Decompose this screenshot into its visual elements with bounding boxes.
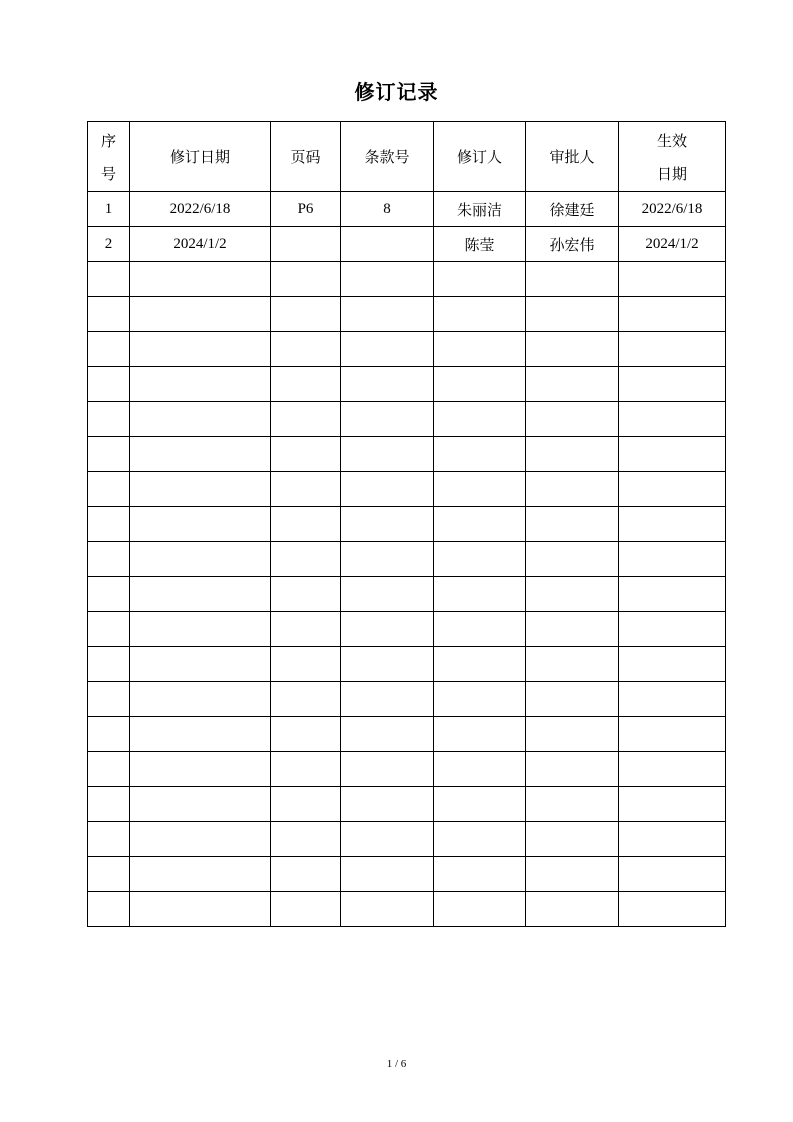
cell-page-no — [271, 472, 341, 507]
cell-effective-date — [619, 367, 726, 402]
cell-clause-no — [341, 647, 434, 682]
cell-clause-no — [341, 472, 434, 507]
cell-approver — [526, 647, 619, 682]
cell-effective-date — [619, 542, 726, 577]
cell-effective-date — [619, 682, 726, 717]
table-row-empty — [88, 577, 726, 612]
cell-revision-date — [130, 542, 271, 577]
cell-effective-date — [619, 402, 726, 437]
cell-clause-no — [341, 682, 434, 717]
cell-seq — [88, 507, 130, 542]
cell-revision-date — [130, 787, 271, 822]
table-row-empty — [88, 857, 726, 892]
cell-page-no — [271, 857, 341, 892]
cell-seq — [88, 822, 130, 857]
table-row-empty — [88, 262, 726, 297]
cell-revision-date: 2024/1/2 — [130, 227, 271, 262]
cell-page-no — [271, 717, 341, 752]
cell-revision-date — [130, 577, 271, 612]
table-row-empty — [88, 612, 726, 647]
cell-clause-no — [341, 402, 434, 437]
header-row — [88, 122, 726, 192]
cell-approver — [526, 822, 619, 857]
cell-effective-date — [619, 857, 726, 892]
cell-seq — [88, 262, 130, 297]
cell-reviser — [434, 542, 526, 577]
cell-approver — [526, 857, 619, 892]
cell-approver — [526, 542, 619, 577]
cell-revision-date — [130, 332, 271, 367]
cell-page-no — [271, 332, 341, 367]
cell-approver — [526, 752, 619, 787]
cell-effective-date — [619, 752, 726, 787]
cell-clause-no — [341, 367, 434, 402]
cell-revision-date — [130, 682, 271, 717]
cell-reviser — [434, 262, 526, 297]
cell-revision-date — [130, 507, 271, 542]
cell-clause-no — [341, 262, 434, 297]
cell-revision-date: 2022/6/18 — [130, 192, 271, 227]
cell-seq — [88, 752, 130, 787]
header-revision-date: 修订日期 — [130, 122, 271, 192]
cell-page-no — [271, 612, 341, 647]
cell-clause-no — [341, 577, 434, 612]
cell-reviser — [434, 857, 526, 892]
cell-revision-date — [130, 647, 271, 682]
cell-reviser: 陈莹 — [434, 227, 526, 262]
header-reviser: 修订人 — [434, 122, 526, 192]
cell-clause-no — [341, 612, 434, 647]
cell-reviser — [434, 332, 526, 367]
cell-reviser — [434, 472, 526, 507]
table-row — [88, 227, 726, 262]
table-row-empty — [88, 542, 726, 577]
cell-reviser — [434, 647, 526, 682]
cell-clause-no — [341, 542, 434, 577]
table-row-empty — [88, 507, 726, 542]
table-row — [88, 192, 726, 227]
revision-record-table — [87, 121, 726, 927]
cell-effective-date — [619, 262, 726, 297]
cell-page-no — [271, 822, 341, 857]
cell-page-no — [271, 577, 341, 612]
cell-effective-date — [619, 717, 726, 752]
cell-revision-date — [130, 402, 271, 437]
cell-effective-date — [619, 507, 726, 542]
cell-revision-date — [130, 717, 271, 752]
table-row-empty — [88, 472, 726, 507]
cell-page-no: P6 — [271, 192, 341, 227]
cell-reviser — [434, 297, 526, 332]
cell-seq — [88, 542, 130, 577]
table-row-empty — [88, 437, 726, 472]
cell-effective-date — [619, 297, 726, 332]
cell-approver: 孙宏伟 — [526, 227, 619, 262]
header-effective-date — [619, 122, 726, 192]
cell-approver — [526, 367, 619, 402]
cell-approver — [526, 717, 619, 752]
cell-effective-date — [619, 332, 726, 367]
cell-approver — [526, 262, 619, 297]
header-seq-line1: 序 — [100, 131, 116, 150]
cell-page-no — [271, 647, 341, 682]
cell-seq — [88, 647, 130, 682]
cell-approver — [526, 682, 619, 717]
cell-clause-no — [341, 752, 434, 787]
cell-approver — [526, 402, 619, 437]
cell-approver — [526, 892, 619, 927]
cell-page-no — [271, 402, 341, 437]
header-approver: 审批人 — [526, 122, 619, 192]
cell-reviser — [434, 752, 526, 787]
cell-reviser — [434, 402, 526, 437]
cell-effective-date — [619, 437, 726, 472]
cell-approver: 徐建廷 — [526, 192, 619, 227]
cell-reviser — [434, 822, 526, 857]
table-row-empty — [88, 787, 726, 822]
cell-revision-date — [130, 472, 271, 507]
cell-clause-no — [341, 857, 434, 892]
cell-seq — [88, 367, 130, 402]
cell-reviser — [434, 367, 526, 402]
cell-effective-date — [619, 822, 726, 857]
cell-reviser — [434, 717, 526, 752]
cell-clause-no — [341, 297, 434, 332]
cell-effective-date — [619, 892, 726, 927]
cell-seq — [88, 472, 130, 507]
table-row-empty — [88, 297, 726, 332]
cell-seq — [88, 717, 130, 752]
header-seq — [88, 122, 130, 192]
cell-reviser — [434, 787, 526, 822]
cell-approver — [526, 297, 619, 332]
cell-approver — [526, 612, 619, 647]
table-row-empty — [88, 822, 726, 857]
cell-seq — [88, 437, 130, 472]
cell-reviser: 朱丽洁 — [434, 192, 526, 227]
cell-clause-no — [341, 227, 434, 262]
cell-clause-no — [341, 822, 434, 857]
cell-page-no — [271, 437, 341, 472]
cell-page-no — [271, 297, 341, 332]
cell-clause-no: 8 — [341, 192, 434, 227]
cell-seq: 1 — [88, 192, 130, 227]
cell-page-no — [271, 262, 341, 297]
cell-seq — [88, 612, 130, 647]
cell-reviser — [434, 612, 526, 647]
cell-revision-date — [130, 822, 271, 857]
header-clause-no: 条款号 — [341, 122, 434, 192]
table-row-empty — [88, 332, 726, 367]
table-row-empty — [88, 682, 726, 717]
cell-revision-date — [130, 437, 271, 472]
cell-page-no — [271, 892, 341, 927]
cell-approver — [526, 577, 619, 612]
cell-seq — [88, 402, 130, 437]
cell-revision-date — [130, 857, 271, 892]
cell-seq — [88, 857, 130, 892]
table-row-empty — [88, 717, 726, 752]
cell-effective-date — [619, 577, 726, 612]
cell-reviser — [434, 892, 526, 927]
cell-seq — [88, 297, 130, 332]
table-row-empty — [88, 402, 726, 437]
table-row-empty — [88, 892, 726, 927]
cell-effective-date: 2022/6/18 — [619, 192, 726, 227]
cell-approver — [526, 437, 619, 472]
cell-clause-no — [341, 787, 434, 822]
document-title: 修订记录 — [354, 80, 439, 104]
cell-reviser — [434, 437, 526, 472]
cell-page-no — [271, 787, 341, 822]
cell-page-no — [271, 682, 341, 717]
cell-clause-no — [341, 332, 434, 367]
cell-clause-no — [341, 717, 434, 752]
header-seq-line2: 号 — [100, 164, 116, 183]
header-effective-line1: 生效 — [656, 131, 687, 150]
table-row-empty — [88, 647, 726, 682]
cell-revision-date — [130, 612, 271, 647]
table-row-empty — [88, 367, 726, 402]
cell-revision-date — [130, 892, 271, 927]
cell-effective-date — [619, 647, 726, 682]
cell-revision-date — [130, 752, 271, 787]
header-effective-line2: 日期 — [656, 164, 687, 183]
cell-effective-date — [619, 787, 726, 822]
cell-clause-no — [341, 507, 434, 542]
cell-approver — [526, 787, 619, 822]
cell-seq — [88, 892, 130, 927]
cell-seq — [88, 332, 130, 367]
cell-revision-date — [130, 297, 271, 332]
header-page-no: 页码 — [271, 122, 341, 192]
cell-reviser — [434, 682, 526, 717]
cell-reviser — [434, 577, 526, 612]
cell-clause-no — [341, 892, 434, 927]
cell-seq — [88, 787, 130, 822]
cell-revision-date — [130, 367, 271, 402]
cell-effective-date: 2024/1/2 — [619, 227, 726, 262]
cell-seq: 2 — [88, 227, 130, 262]
cell-page-no — [271, 542, 341, 577]
cell-page-no — [271, 752, 341, 787]
cell-page-no — [271, 507, 341, 542]
page-indicator: 1 / 6 — [386, 1058, 407, 1070]
cell-approver — [526, 507, 619, 542]
cell-effective-date — [619, 472, 726, 507]
cell-reviser — [434, 507, 526, 542]
cell-seq — [88, 577, 130, 612]
cell-clause-no — [341, 437, 434, 472]
cell-page-no — [271, 227, 341, 262]
cell-page-no — [271, 367, 341, 402]
table-row-empty — [88, 752, 726, 787]
cell-approver — [526, 332, 619, 367]
cell-approver — [526, 472, 619, 507]
cell-seq — [88, 682, 130, 717]
cell-revision-date — [130, 262, 271, 297]
cell-effective-date — [619, 612, 726, 647]
